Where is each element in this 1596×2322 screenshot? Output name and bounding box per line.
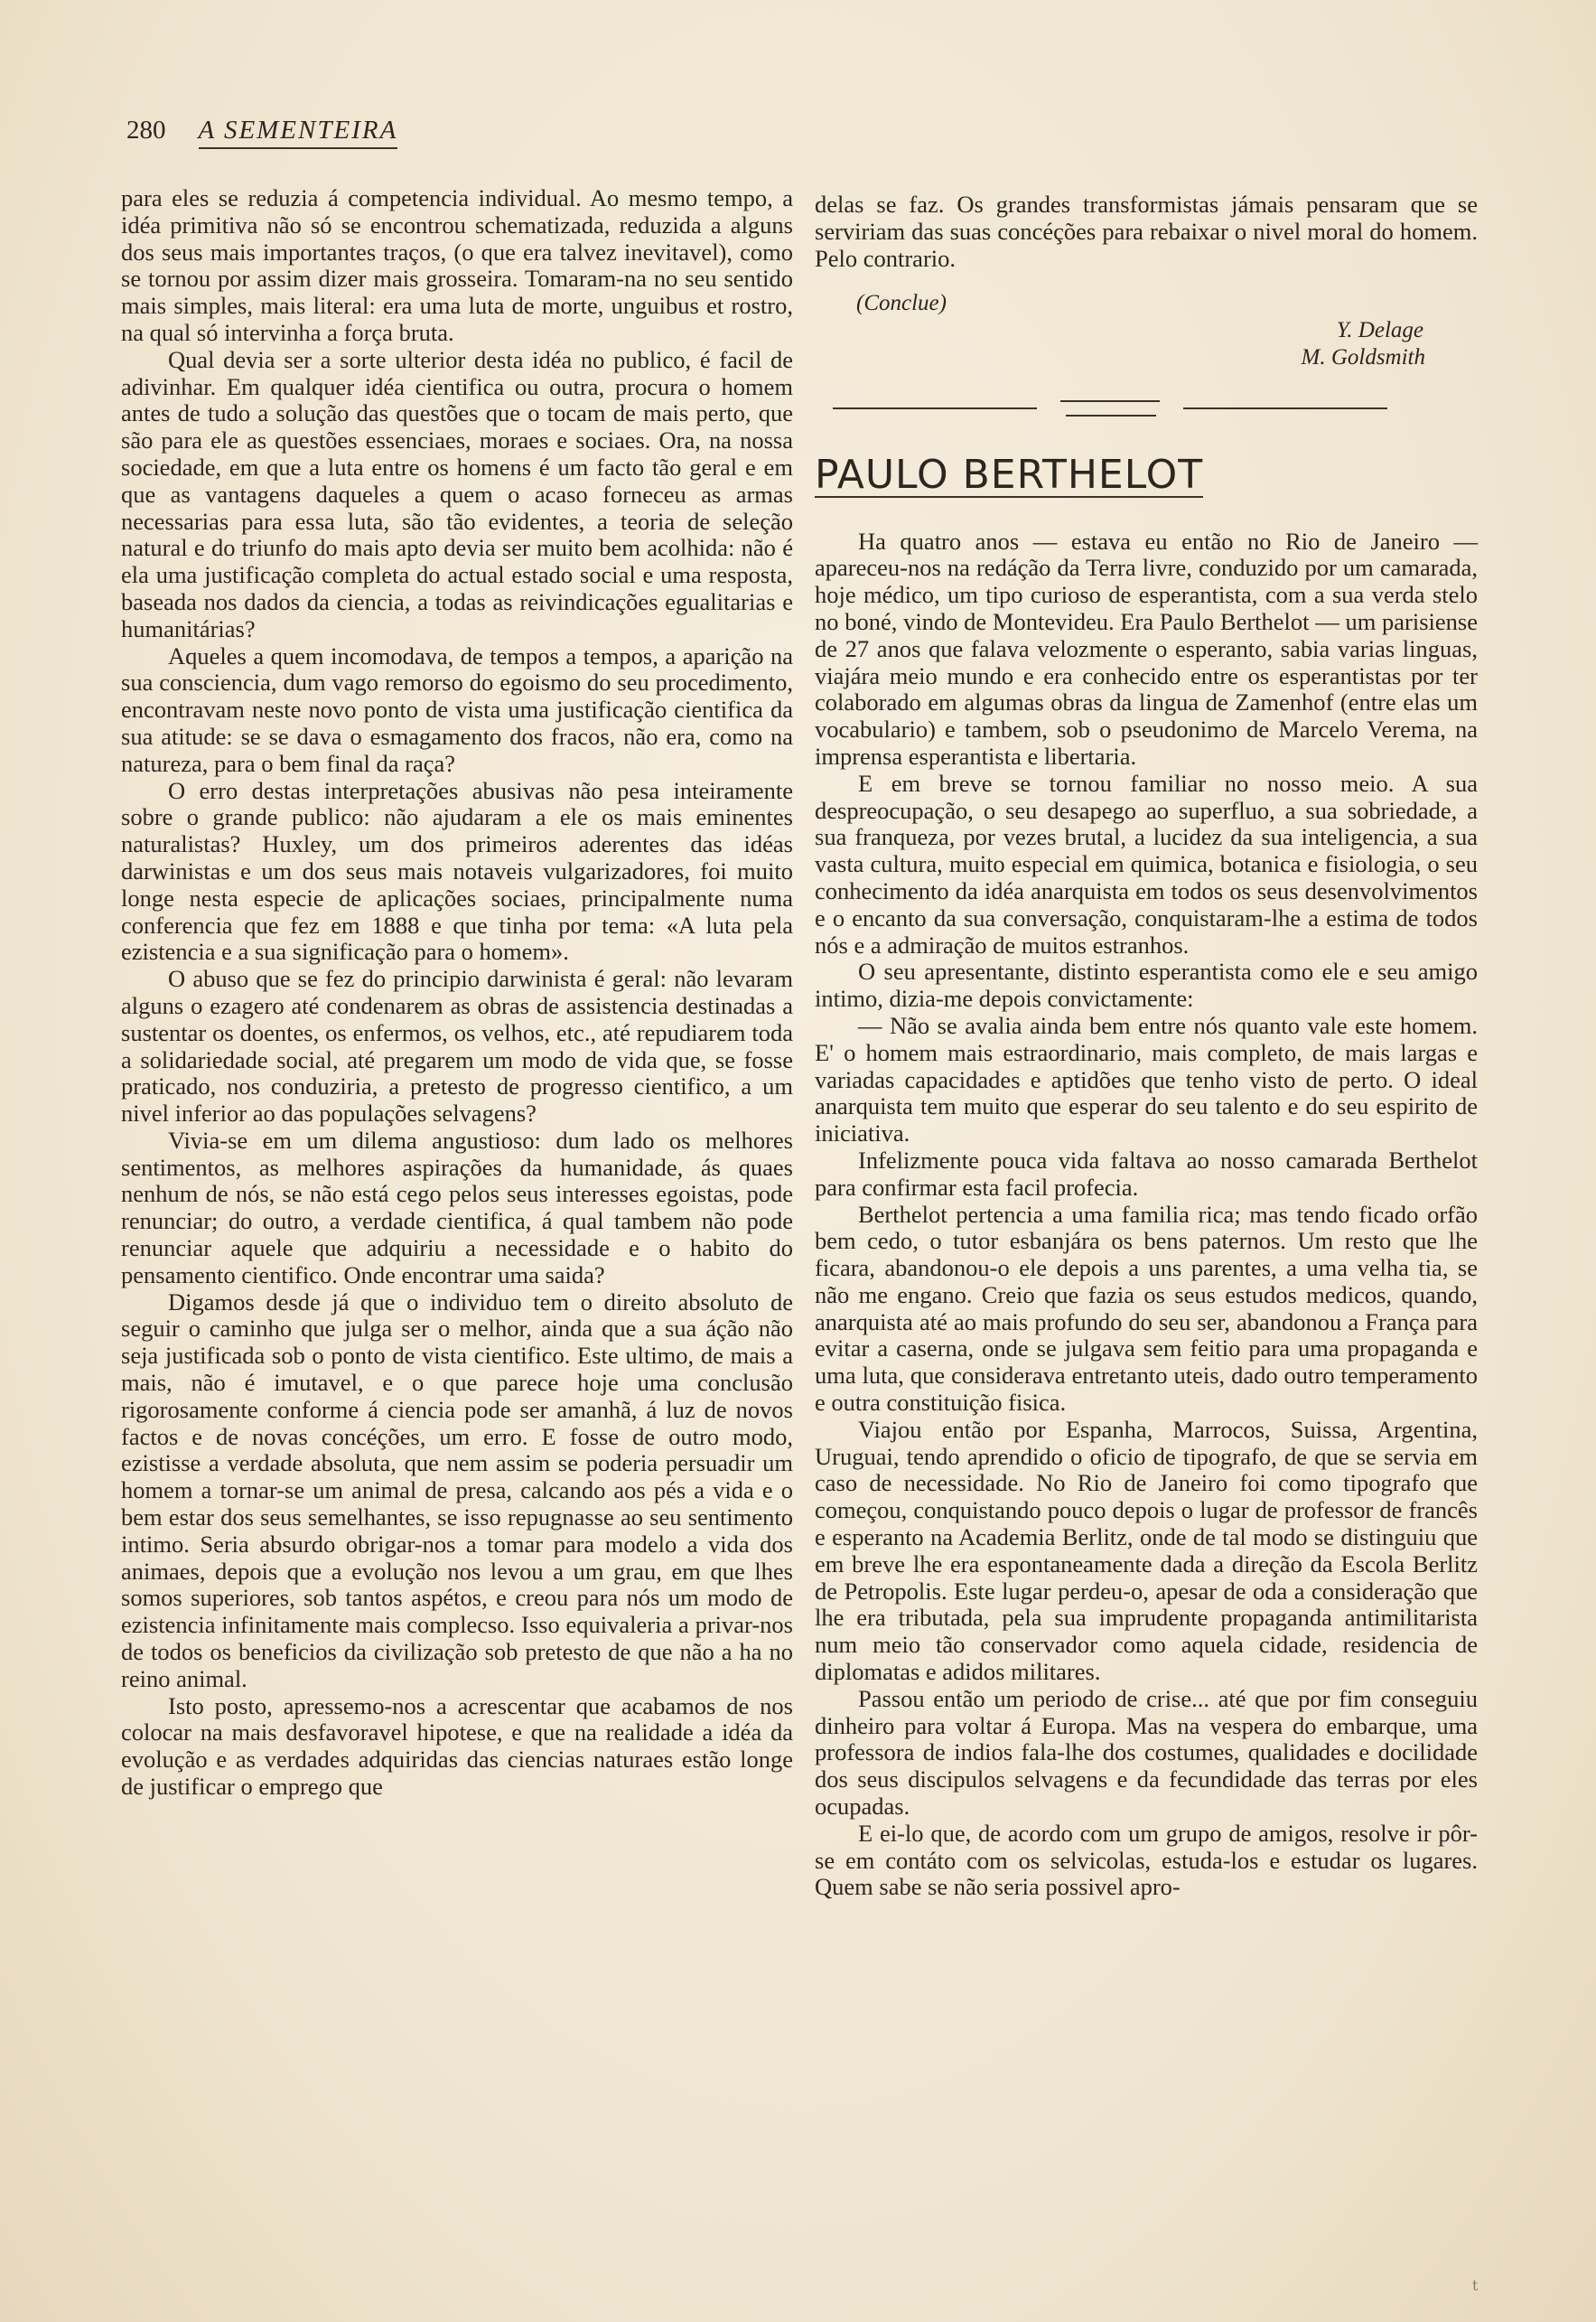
divider-rule xyxy=(1066,415,1156,417)
page-header xyxy=(126,116,397,149)
left-column xyxy=(121,185,793,1801)
divider-rule xyxy=(1060,400,1160,402)
body-paragraph: Viajou então por Espanha, Marrocos, Suissa, Argentina, Uruguai, tendo aprendido o oficio de tipografo, de que se servia em caso de necessidade. No Rio de Janeiro foi como tipografo que começou, conquistando pouco depois o lugar de professor de francês e esperanto na Academia Berlitz, onde de tal modo se distinguiu que em breve lhe era espontaneamente dada a direção da Escola Berlitz de Petropolis. Este lugar perdeu-o, apesar de oda a consideração que lhe era tributada, pela sua imprudente propaganda antimilitarista num meio tão conservador como aquela cidade, residencia de diplomatas e adidos militares. xyxy=(815,1415,1478,1686)
continuation-paragraph: delas se faz. Os grandes transformistas jámais pensaram que se serviriam das suas concéções para rebaixar o nivel moral do homem. Pelo contrario. xyxy=(815,191,1478,272)
body-paragraph: O seu apresentante, distinto esperantista como ele e seu amigo intimo, dizia-me depois convictamente: xyxy=(815,958,1478,1013)
section-divider xyxy=(815,391,1478,445)
body-paragraph: — Não se avalia ainda bem entre nós quanto vale este homem. E' o homem mais estraordinario, mais completo, de mais largas e variadas capacidades e aptidões que tenho visto de perto. O ideal anarquista tem muito que esperar do seu talento e do seu espirito de iniciativa. xyxy=(815,1011,1478,1147)
body-paragraph: Digamos desde já que o individuo tem o direito absoluto de seguir o caminho que julga ser o melhor, ainda que a sua áção não seja justificada sob o ponto de vista cientifico. Este ultimo, de mais a mais, não é imutavel, e o que parece hoje uma conclusão rigorosamente conforme á ciencia pode ser amanhã, á luz de novos factos e de novas concéções, um erro. E fosse de outro modo, ezistisse a verdade absoluta, que nem assim se poderia persuadir um homem a tornar-se um animal de presa, calcando aos pés a vida e o bem estar dos seus semelhantes, se isso repugnasse ao seu sentimento intimo. Seria absurdo obrigar-nos a tomar para modelo a vida dos animaes, depois que a evolução nos levou a um grau, em que lhes somos superiores, sob tantos aspétos, e creou para nós um modo de ezistencia infinitamente mais complecso. Isso equivaleria a privar-nos de todos os beneficios da civilização sob pretesto de que não a ha no reino animal. xyxy=(121,1287,793,1692)
divider-rule xyxy=(833,407,1037,409)
body-paragraph: Vivia-se em um dilema angustioso: dum lado os melhores sentimentos, as melhores aspirações da humanidade, ás quaes nenhum de nós, se não está cego pelos seus interesses egoistas, pode renunciar; do outro, a verdade cientifica, á qual tambem não pode renunciar aquele que adquiriu a necessidade e o habito do pensamento cientifico. Onde encontrar uma saida? xyxy=(121,1126,793,1288)
body-paragraph: E em breve se tornou familiar no nosso meio. A sua despreocupação, o seu desapego ao superfluo, a sua sobriedade, a sua franqueza, por vezes brutal, a lucidez da sua inteligencia, a sua vasta cultura, muito especial em quimica, botanica e fisiologia, o seu conhecimento da idéa anarquista em todos os seus desenvolvimentos e o encanto da sua conversação, conquistaram-lhe a estima de todos nós e a admiração de muitos estranhos. xyxy=(815,769,1478,959)
running-title: A SEMENTEIRA xyxy=(199,116,398,149)
page-number: 280 xyxy=(126,116,166,145)
author-signature: M. Goldsmith xyxy=(1301,344,1425,370)
article-body xyxy=(815,529,1478,1902)
body-paragraph: Qual devia ser a sorte ulterior desta idéa no publico, é facil de adivinhar. Em qualquer idéa cientifica ou outra, procura o homem antes de tudo a solução das questões que o tocam de mais perto, que são para ele as questões essenciaes, moraes e sociaes. Ora, na nossa sociedade, em que a luta entre os homens é um facto tão geral e em que as vantagens daqueles a quem o acaso forneceu as armas necessarias para essa luta, são tão evidentes, a teoria de seleção natural e do triunfo do mais apto devia ser muito bem acolhida: não é ela uma justificação completa do actual estado social e uma resposta, baseada nos dados da ciencia, a todas as reivindicações egualitarias e humanitárias? xyxy=(121,345,793,642)
divider-rule xyxy=(1183,407,1387,409)
author-signature: Y. Delage xyxy=(1336,318,1423,343)
right-column xyxy=(815,192,1478,1901)
body-paragraph: O abuso que se fez do principio darwinista é geral: não levaram alguns o ezagero até condenarem as obras de assistencia destinadas a sustentar os doentes, os enfermos, os velhos, etc., até repudiarem toda a solidariedade social, até pregarem um modo de vida que, se fosse praticado, nos conduziria, a pretesto de progresso cientifico, a um nivel inferior ao das populações selvagens? xyxy=(121,965,793,1128)
body-paragraph: Isto posto, apressemo-nos a acrescentar que acabamos de nos colocar na mais desfavoravel hipotese, e que na realidade a idéa da evolução e as verdades adquiridas das ciencias naturaes estão longe de justificar o emprego que xyxy=(121,1691,793,1801)
body-paragraph: O erro destas interpretações abusivas não pesa inteiramente sobre o grande publico: não ajudaram a ele os mais eminentes naturalistas? Huxley, um dos primeiros aderentes das idéas darwinistas e um dos seus mais notaveis vulgarizadores, foi muito longe nesta especie de aplicações sociaes, principalmente numa conferencia que fez em 1888 e que tinha por tema: «A luta pela ezistencia e a sua significação para o homem». xyxy=(121,776,793,966)
body-paragraph: Aqueles a quem incomodava, de tempos a tempos, a aparição na sua consciencia, dum vago remorso do egoismo do seu procedimento, encontravam neste novo ponto de vista uma justificação cientifica da sua atitude: se se dava o esmagamento dos fracos, não era, como na natureza, para o bem final da raça? xyxy=(121,641,793,777)
body-paragraph: para eles se reduzia á competencia individual. Ao mesmo tempo, a idéa primitiva não só se encontrou schematizada, reduzida a alguns dos seus mais importantes traços, (o que era talvez inevitavel), como se tornou por assim dizer mais grosseira. Tomaram-na no seu sentido mais simples, mais literal: era uma luta de morte, unguibus et rostro, na qual só intervinha a força bruta. xyxy=(121,184,793,346)
body-paragraph: Passou então um periodo de crise... até que por fim conseguiu dinheiro para voltar á Europa. Mas na vespera do embarque, uma professora de indios fala-lhe dos costumes, qualidades e docilidade dos seus discipulos selvagens e da fecundidade das terras por eles ocupadas. xyxy=(815,1684,1478,1821)
article-title: PAULO BERTHELOT xyxy=(815,451,1204,498)
body-paragraph: E ei-lo que, de acordo com um grupo de amigos, resolve ir pôr-se em contáto com os selvicolas, estuda-los e estudar os lugares. Quem sabe se não seria possivel apro- xyxy=(815,1819,1478,1901)
continuation-note: (Conclue) xyxy=(856,291,947,316)
body-paragraph: Ha quatro anos — estava eu então no Rio de Janeiro — apareceu-nos na redáção da Terra livre, conduzido por um camarada, hoje médico, um tipo curioso de esperantista, com a sua verda stelo no boné, vindo de Montevideu. Era Paulo Berthelot — um parisiense de 27 anos que falava velozmente o esperanto, sabia varias linguas, viajára meio mundo e era conhecido entre os esperantistas por ter colaborado em algumas obras da lingua de Zamenhof (entre elas um vocabulario) e tambem, sob o pseudonimo de Marcelo Verema, na imprensa esperantista e libertaria. xyxy=(815,527,1478,770)
body-paragraph: Infelizmente pouca vida faltava ao nosso camarada Berthelot para confirmar esta facil profecia. xyxy=(815,1146,1478,1201)
body-paragraph: Berthelot pertencia a uma familia rica; mas tendo ficado orfão bem cedo, o tutor esbanjára os bens paternos. Um resto que lhe ficara, abandonou-o ele depois a uns parentes, a uma velha tia, se não me engano. Creio que fazia os seus estudos medicos, quando, anarquista até ao mais profundo do seu ser, abandonou a França para evitar a caserna, onde se julgava sem feitio para uma propaganda e uma luta, que considerava entretanto uteis, dado outro temperamento e outra constituição fisica. xyxy=(815,1200,1478,1417)
footer-mark: t xyxy=(1472,2277,1479,2294)
